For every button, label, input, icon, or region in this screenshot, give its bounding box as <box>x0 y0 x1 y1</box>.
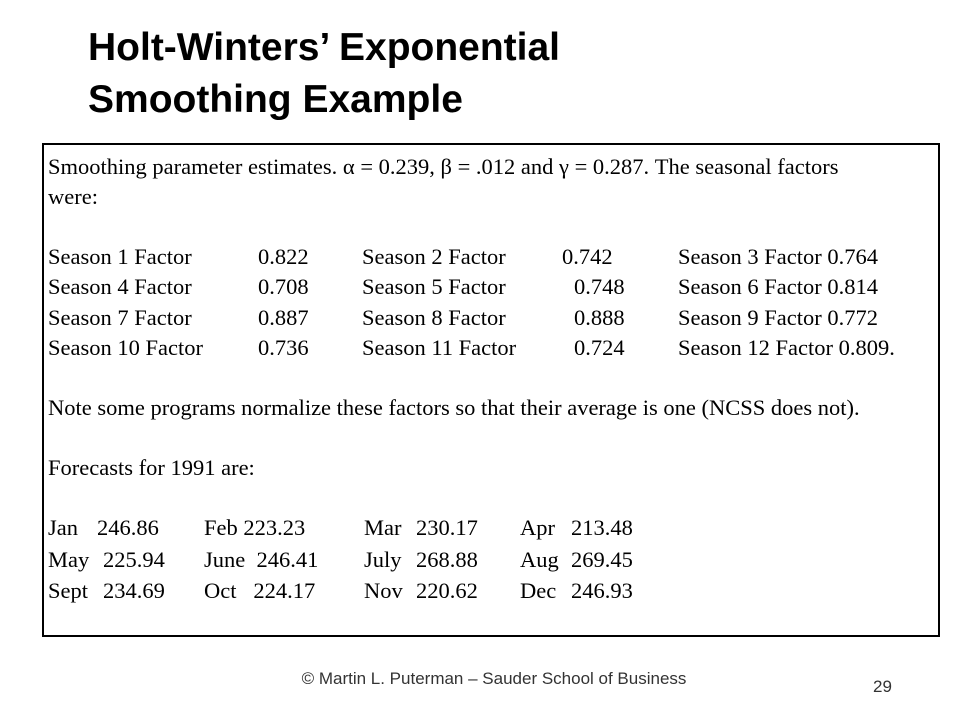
forecast-value: 213.48 <box>571 515 633 540</box>
forecast-month: Apr <box>520 515 555 540</box>
forecast-heading: Forecasts for 1991 are: <box>48 455 255 480</box>
forecast-month: Sept <box>48 578 89 603</box>
season-label: Season 7 Factor <box>48 305 192 330</box>
forecast-value: 246.86 <box>97 515 159 540</box>
season-label: Season 3 Factor 0.764 <box>678 244 878 269</box>
season-value: 0.736 <box>258 335 309 360</box>
slide-title-line-1: Holt-Winters’ Exponential <box>88 26 561 69</box>
season-label: Season 6 Factor 0.814 <box>678 274 878 299</box>
season-label: Season 8 Factor <box>362 305 506 330</box>
season-label: Season 12 Factor 0.809. <box>678 335 895 360</box>
forecast-month: Aug <box>520 547 559 572</box>
forecast-value: 234.69 <box>103 578 165 603</box>
intro-line-2: were: <box>48 184 98 209</box>
season-label: Season 9 Factor 0.772 <box>678 305 878 330</box>
season-label: Season 2 Factor <box>362 244 506 269</box>
slide-footer: © Martin L. Puterman – Sauder School of Business <box>301 669 687 688</box>
season-value: 0.708 <box>258 274 309 299</box>
season-label: Season 5 Factor <box>362 274 506 299</box>
season-label: Season 10 Factor <box>48 335 203 360</box>
slide-title <box>88 22 560 126</box>
intro-line-1: Smoothing parameter estimates. α = 0.239, β = .012 and γ = 0.287. The seasonal factors <box>48 154 839 179</box>
season-value: 0.887 <box>258 305 309 330</box>
forecast-value: 225.94 <box>103 547 165 572</box>
forecast-value: 268.88 <box>416 547 478 572</box>
forecast-month: Dec <box>520 578 557 603</box>
forecast-month: Mar <box>364 515 402 540</box>
season-value: 0.748 <box>574 274 625 299</box>
forecast-month: July <box>364 547 402 572</box>
forecast-month: May <box>48 547 90 572</box>
forecast-value: 269.45 <box>571 547 633 572</box>
forecast-value: 230.17 <box>416 515 478 540</box>
season-label: Season 11 Factor <box>362 335 517 360</box>
page-number: 29 <box>873 677 892 696</box>
season-value: 0.724 <box>574 335 625 360</box>
season-label: Season 4 Factor <box>48 274 192 299</box>
slide-title-line-2: Smoothing Example <box>88 78 463 121</box>
forecast-value: 246.93 <box>571 578 633 603</box>
season-value: 0.742 <box>562 244 613 269</box>
season-value: 0.822 <box>258 244 309 269</box>
forecast-value: 220.62 <box>416 578 478 603</box>
season-value: 0.888 <box>574 305 625 330</box>
forecast-entry: Oct 224.17 <box>204 578 316 603</box>
results-box <box>42 143 940 637</box>
season-label: Season 1 Factor <box>48 244 192 269</box>
forecast-month: Jan <box>48 515 78 540</box>
forecast-month: Nov <box>364 578 403 603</box>
forecast-entry: Feb 223.23 <box>204 515 306 540</box>
forecast-entry: June 246.41 <box>204 547 319 572</box>
normalization-note: Note some programs normalize these factors so that their average is one (NCSS does not). <box>48 395 860 420</box>
